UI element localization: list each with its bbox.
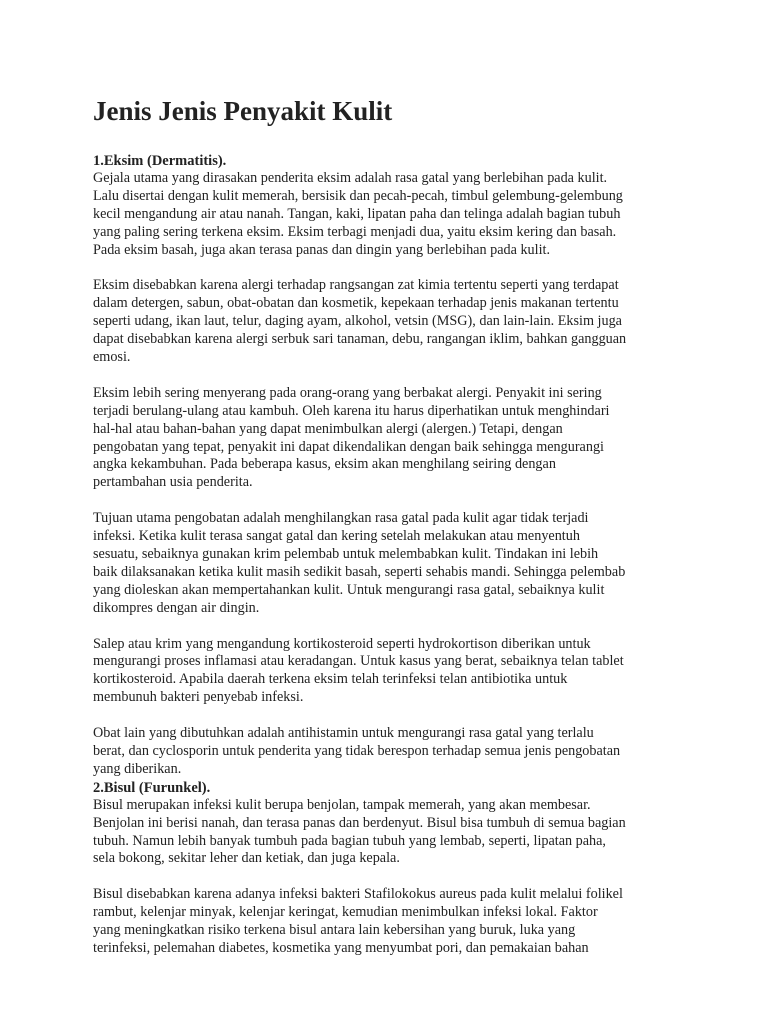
paragraph: Bisul merupakan infeksi kulit berupa benjolan, tampak memerah, yang akan membesar. Benjolan ini berisi nanah, dan terasa panas dan berdenyut. Bisul bisa tumbuh di semua bagian tubuh. Namun lebih banyak tumbuh pada bagian tubuh yang lembab, seperti, lipatan paha, sela bokong, sekitar leher dan ketiak, dan juga kepala. bbox=[93, 796, 626, 867]
section-heading: 1.Eksim (Dermatitis). bbox=[93, 153, 227, 169]
section-eksim bbox=[93, 152, 693, 779]
paragraph: Gejala utama yang dirasakan penderita eksim adalah rasa gatal yang berlebihan pada kulit. Lalu disertai dengan kulit memerah, bersisik dan pecah-pecah, timbul gelembung-gelembung kecil mengandung air atau nanah. Tangan, kaki, lipatan paha dan telinga adalah bagian tubuh yang paling sering terkena eksim. Eksim terbagi menjadi dua, yaitu eksim kering dan basah. Pada eksim basah, juga akan terasa panas dan dingin yang berlebihan pada kulit. bbox=[93, 170, 623, 258]
section-heading: 2.Bisul (Furunkel). bbox=[93, 779, 211, 796]
paragraph: Obat lain yang dibutuhkan adalah antihistamin untuk mengurangi rasa gatal yang terlalu berat, dan cyclosporin untuk penderita yang tidak berespon terhadap semua jenis pengobatan yang diberikan. bbox=[93, 725, 621, 777]
paragraph: Eksim lebih sering menyerang pada orang-orang yang berbakat alergi. Penyakit ini sering terjadi berulang-ulang atau kambuh. Oleh karena itu harus diperhatikan untuk menghindari hal-hal atau bahan-bahan yang dapat menimbulkan alergi (alergen.) Tetapi, dengan pengobatan yang tepat, penyakit ini dapat dikendalikan dengan baik sehingga mengurangi angka kekambuhan. Pada beberapa kasus, eksim akan menghilang seiring dengan pertambahan usia penderita. bbox=[93, 384, 610, 491]
paragraph: Salep atau krim yang mengandung kortikosteroid seperti hydrokortison diberikan untuk mengurangi proses inflamasi atau keradangan. Untuk kasus yang berat, sebaiknya telan tablet kortikosteroid. Apabila daerah terkena eksim telah terinfeksi telan antibiotika untuk membunuh bakteri penyebab infeksi. bbox=[93, 635, 624, 706]
paragraph: Eksim disebabkan karena alergi terhadap rangsangan zat kimia tertentu seperti yang terdapat dalam detergen, sabun, obat-obatan dan kosmetik, kepekaan terhadap jenis makanan tertentu seperti udang, ikan laut, telur, daging ayam, alkohol, vetsin (MSG), dan lain-lain. Eksim juga dapat disebabkan karena alergi serbuk sari tanaman, debu, rangangan iklim, bahkan gangguan emosi. bbox=[93, 277, 627, 366]
document-title: Jenis Jenis Penyakit Kulit bbox=[93, 96, 393, 126]
paragraph: Tujuan utama pengobatan adalah menghilangkan rasa gatal pada kulit agar tidak terjadi infeksi. Ketika kulit terasa sangat gatal dan kering setelah melakukan atau menyentuh sesuatu, sebaiknya gunakan krim pelembab untuk melembabkan kulit. Tindakan ini lebih baik dilaksanakan ketika kulit masih sedikit basah, seperti sehabis mandi. Sehingga pelembab yang dioleskan akan mempertahankan kulit. Untuk mengurangi rasa gatal, sebaiknya kulit dikompres dengan air dingin. bbox=[93, 510, 626, 616]
paragraph: Bisul disebabkan karena adanya infeksi bakteri Stafilokokus aureus pada kulit melalui folikel rambut, kelenjar minyak, kelenjar keringat, kemudian menimbulkan infeksi lokal. Faktor yang meningkatkan risiko terkena bisul antara lain kebersihan yang buruk, luka yang terinfeksi, pelemahan diabetes, kosmetika yang menyumbat pori, dan pemakaian bahan bbox=[93, 886, 623, 956]
section-bisul bbox=[93, 779, 693, 958]
document-page bbox=[93, 92, 693, 958]
